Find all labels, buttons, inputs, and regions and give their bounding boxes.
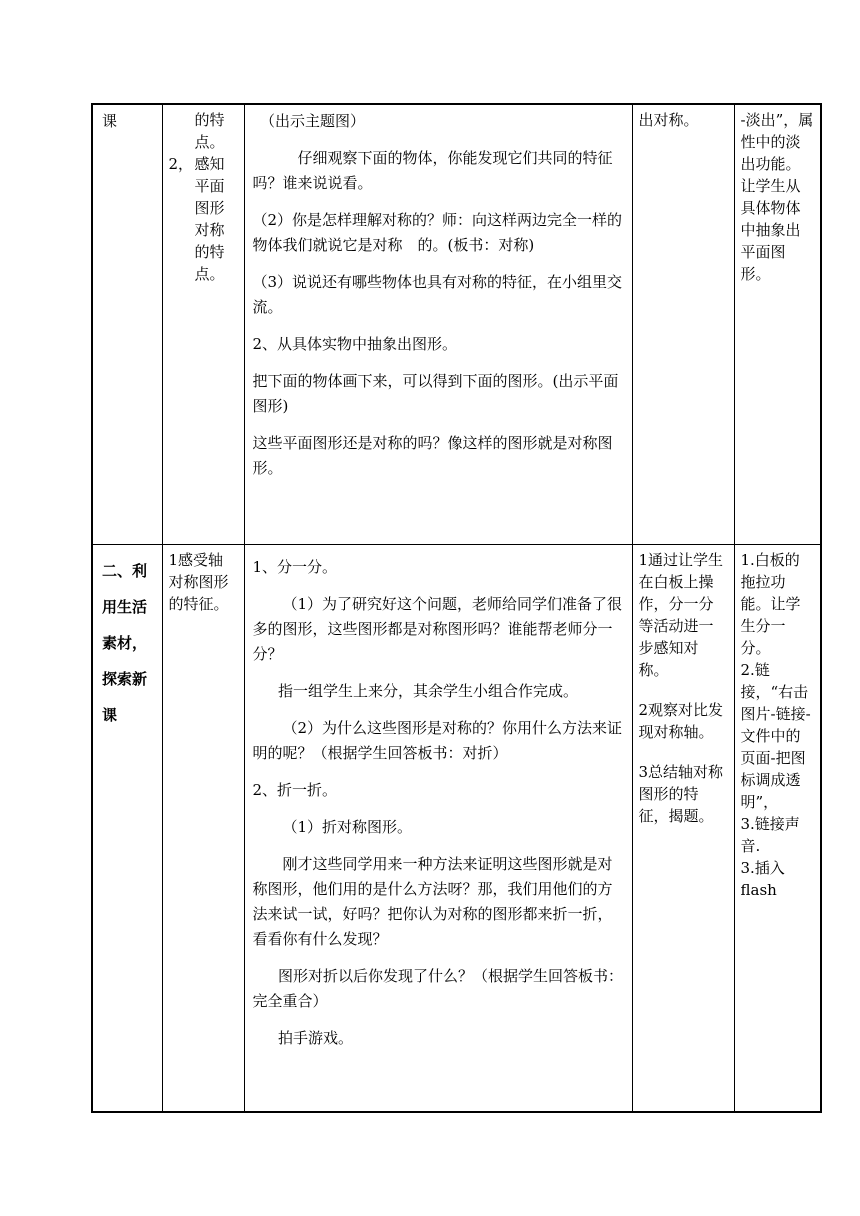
stage-cell — [92, 104, 162, 544]
tech-list — [735, 545, 821, 901]
stage-text: 二、利用生活素材，探索新课 — [102, 561, 148, 724]
list-item: 1.白板的拖拉功能。让学生分一分。 — [740, 550, 801, 657]
process-paragraph: 图形对折以后你发现了什么？（根据学生回答板书：完全重合） — [252, 966, 624, 1010]
table-row — [92, 104, 821, 544]
process-paragraph: 刚才这些同学用来一种方法来证明这些图形就是对称图形，他们用的是什么方法呀？那，我们用他们的方法来试一试，好吗？把你认为对称的图形都来折一折，看看你有什么发现？ — [252, 854, 613, 948]
list-item: 2.链接，“右击图片-链接-文件中的页面-把图标调成透明”， — [740, 660, 811, 811]
process-cell — [244, 544, 632, 1112]
process-paragraph: 拍手游戏。 — [278, 1028, 354, 1047]
process-paragraph: 1、分一分。 — [252, 557, 338, 576]
tech-cell — [734, 544, 821, 1112]
list-item: 3总结轴对称图形的特征，揭题。 — [638, 762, 724, 825]
process-paragraph: 2、折一折。 — [252, 780, 338, 799]
intent-text: 出对称。 — [638, 111, 699, 129]
process-body — [245, 105, 632, 481]
stage-cell — [92, 544, 162, 1112]
goal-text: 感知平面图形对称的特点。 — [194, 155, 225, 283]
process-paragraph: 2、从具体实物中抽象出图形。 — [252, 335, 458, 353]
process-paragraph: 仔细观察下面的物体，你能发现它们共同的特征吗？谁来说说看。 — [252, 149, 613, 192]
list-item — [169, 153, 238, 285]
intent-cell — [632, 544, 734, 1112]
stage-text: 课 — [102, 112, 118, 130]
goal-text: 1感受轴对称图形的特征。 — [168, 550, 229, 613]
process-paragraph: （1）折对称图形。 — [282, 817, 413, 836]
table-row — [92, 544, 821, 1112]
process-body — [245, 545, 632, 1051]
goal-cell — [162, 104, 244, 544]
goal-text: 的特点。 — [194, 111, 225, 151]
intent-list — [633, 545, 734, 827]
process-paragraph: 指一组学生上来分，其余学生小组合作完成。 — [278, 681, 579, 700]
process-paragraph: （3）说说还有哪些物体也具有对称的特征，在小组里交流。 — [252, 273, 623, 316]
tech-text: -淡出”，属性中的淡出功能。让学生从具体物体中抽象出平面图形。 — [740, 111, 814, 283]
process-cell — [244, 104, 632, 544]
list-item — [169, 109, 238, 153]
process-paragraph: 这些平面图形还是对称的吗？像这样的图形就是对称图形。 — [252, 434, 613, 477]
list-item: 1通过让学生在白板上操作，分一分等活动进一步感知对称。 — [638, 550, 724, 679]
process-paragraph: （1）为了研究好这个问题，老师给同学们准备了很多的图形，这些图形都是对称图形吗？谁能帮老师分一分？ — [252, 594, 623, 663]
goal-cell — [162, 544, 244, 1112]
intent-cell — [632, 104, 734, 544]
process-paragraph: （出示主题图） — [260, 112, 366, 130]
process-paragraph: （2）为什么这些图形是对称的？你用什么方法来证明的呢？（根据学生回答板书：对折） — [252, 718, 623, 762]
lesson-plan-table — [91, 103, 822, 1113]
list-item: 3.链接声音. — [740, 814, 800, 855]
list-item: 2观察对比发现对称轴。 — [638, 700, 724, 741]
tech-cell — [734, 104, 821, 544]
goal-num: 2， — [168, 155, 194, 173]
process-paragraph: 把下面的物体画下来，可以得到下面的图形。(出示平面图形) — [252, 372, 619, 415]
goal-list — [163, 105, 244, 285]
list-item: 3.插入flash — [740, 858, 785, 899]
goal-num — [169, 109, 195, 153]
process-paragraph: （2）你是怎样理解对称的？师：向这样两边完全一样的物体我们就说它是对称 的。(板书：对称) — [252, 211, 623, 254]
